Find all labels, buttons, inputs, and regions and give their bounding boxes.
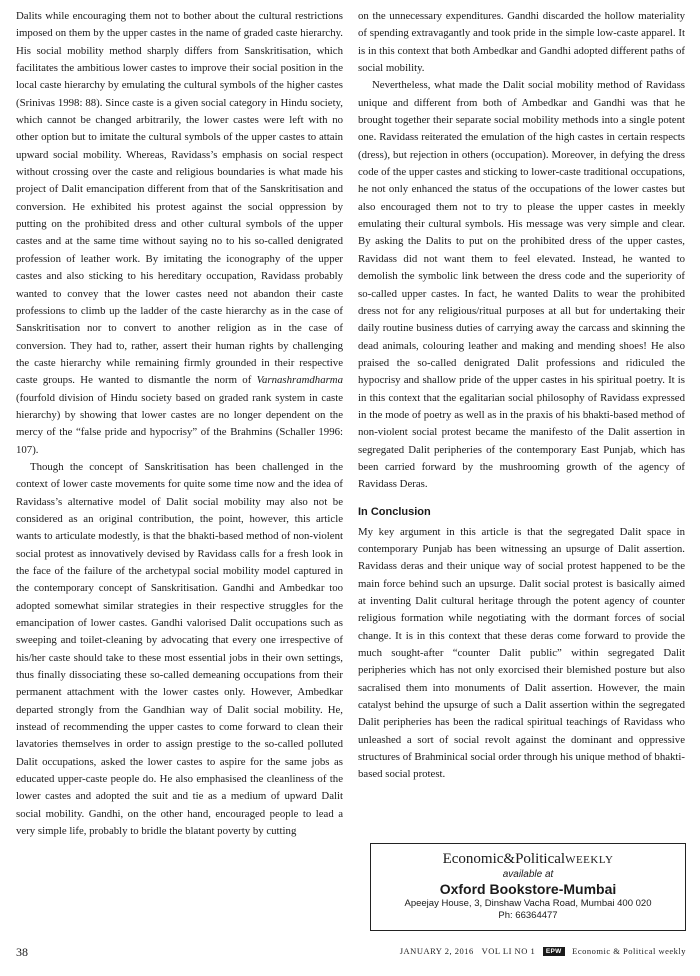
page-number: 38 xyxy=(16,945,28,959)
footer-volume: VOL LI NO 1 xyxy=(481,946,536,956)
epw-logo: EPW xyxy=(543,947,565,956)
ad-address: Apeejay House, 3, Dinshaw Vacha Road, Mumbai 400 020 xyxy=(404,898,652,909)
varnashramdharma-term: Varnashramdharma xyxy=(256,374,343,387)
bookstore-advertisement xyxy=(370,843,686,931)
left-paragraph-1-end: (fourfold division of Hindu society based on graded rank system in caste hierarchy) by showing that lower castes are no longer dependent on the mercy of the “false pride and hypocrisy” of the Brahmins (Schaller 1996: 107). xyxy=(16,391,343,456)
ad-available-text: available at xyxy=(502,869,554,880)
ad-phone: Ph: 66364477 xyxy=(498,910,558,921)
ad-brand-name xyxy=(371,850,685,868)
footer-date: JANUARY 2, 2016 xyxy=(399,946,474,956)
right-paragraph-1: on the unnecessary expenditures. Gandhi discarded the hollow materiality of spending extravagantly and took pride in the simple low-caste apparel. It is in this context that both Ambedkar and Gandhi adopted different paths of social mobility. xyxy=(358,10,685,75)
left-paragraph-2: Though the concept of Sanskritisation has been challenged in the context of lower caste movements for quite some time now and the idea of Ravidass’s alternative model of Dalit social mobility may also not be considered as an original contribution, the point, however, this article wants to articulate modestly, is that the bhakti-based method of non-violent social protest as innovatively devised by Ravidass calls for a fresh look in the face of the failure of the archetypal social mobility model captured in the contemporary concept of Sanskritisation. Gandhi and Ambedkar too adopted somewhat similar strategies in their respective struggles for the emancipation of lower castes. Gandhi valorised Dalit occupations such as sweeping and toilet-cleaning by advocating that every one irrespective of his/her caste should take to these most essential jobs in their own settings, thus finally dissociating these so-called demeaning occupations from their permanent attachment with the lower castes only. However, Ambedkar departed strongly from the Gandhian way of Dalit social mobility. He, instead of recommending the upper castes to come forward to clean their lavatories themselves in order to assign prestige to the so-called polluted Dalit occupations, asked the lower castes to aspire for the same jobs as educated upper-caste people do. He also emphasised the cleanliness of the lower castes and adopted the suit and tie as a medium of upward Dalit social mobility. Gandhi, on the other hand, encouraged people to lead a very simple life, probably to bridle the blatant poverty by cutting xyxy=(16,460,343,838)
ad-store-name: Oxford Bookstore-Mumbai xyxy=(439,881,617,897)
left-paragraph-1 xyxy=(16,8,343,459)
ad-brand-weekly: weekly xyxy=(565,851,614,867)
left-paragraph-1-text: Dalits while encouraging them not to bother about the cultural restrictions imposed on them by the upper castes in the name of graded caste hierarchy. His social mobility method sharply differs from Sanskritisation, which facilitates the ambitious lower castes to improve their social position in the local caste hierarchy by emulating the cultural symbols of the higher castes (Srinivas 1998: 88). Since caste is a given social category in Hindu society, which cannot be changed arbitrarily, the lower castes were left with no other option but to imitate the cultural symbols of the upper castes to attain upward social mobility. Whereas, Ravidass’s emphasis on social respect without crossing over the caste and religious boundaries is what made his project of Dalit emancipation different from that of the Sanskritisation and conversion. He exhibited his protest against the social oppression by putting on the prohibited dress and other cultural symbols of the upper castes and at the same time without saying no to his so-called denigrated profession of leather work. By imitating the iconography of the upper castes and also sticking to his hereditary occupation, Ravidass probably wanted to convey that the lower castes need not abandon their caste professions to climb up the ladder of the caste hierarchy as in the case of Sanskritisation nor to convert to another religion as in the case of conversion. They had to, rather, assert their human rights by challenging the caste hierarchy while remaining firmly grounded in their respective caste groups. He wanted to dismantle the norm of xyxy=(16,10,343,387)
ad-brand-main: Economic&Political xyxy=(442,851,566,867)
footer-issue-info xyxy=(400,946,686,956)
right-paragraph-2: Nevertheless, what made the Dalit social mobility method of Ravidass unique and different from both of Ambedkar and Gandhi was that he brought together their separate social mobility methods into a single potent one. Ravidass reiterated the emulation of the high castes in certain respects (dress), but rejection in others (occupation). Moreover, in defying the dress code of the upper castes and sticking to lower-caste traditional occupations, he not only enhanced the status of the occupations of the lower castes but also encouraged them not to try to please the upper castes in meekly emulating their cultural symbols. His message was very simple and clear. By asking the Dalits to put on the prohibited dress of the upper castes, Ravidass did not want them to feel elevated. Instead, he wanted to demolish the symbolic link between the dress code and the superiority of so-called upper castes. In fact, he wanted Dalits to wear the prohibited dress not for any religious/ritual purposes at all but for undertaking their daily routine business duties of carrying away the carcass and skinning the dead animals, colouring leather and making and mending shoes! He also praised the so-called denigrated Dalit professions and ridiculed the hypocrisy and shallow pride of the upper castes in his spiritual poetry. It is in this context that the egalitarian social philosophy of Ravidass expressed in the mode of poetry as well as in the praxis of his bhakti-based method of non-violent social protest became the manifesto of the Dalit assertion in segregated Dalit peripheries of the contemporary East Punjab, which has been carried forward by the mushrooming growth of the agency of Ravidass Deras. xyxy=(358,79,685,491)
left-column xyxy=(16,8,343,841)
conclusion-paragraph: My key argument in this article is that the segregated Dalit space in contemporary Punjab has been witnessing an upsurge of Dalit assertion. Ravidass deras and their unique way of social protest happened to be the main force behind such an upsurge. Dalit social protest is basically aimed at inventing Dalit cultural heritage through the potent agency of counter religious formation while negotiating with the dormant forces of social change. It is in this context that these deras come forward to provide the much sought-after “counter Dalit public” within segregated Dalit peripheries which has not only exorcised their blemished posture but also sacralised them into monuments of Dalit assertion. However, the main catalyst behind the upsurge of such a Dalit assertion within the segregated Dalit peripheries has been the radical spiritual teachings of Ravidass who unleashed a sort of social revolt against the dominant and oppressive structures of Brahminical social order through his unique method of bhakti-based social protest. xyxy=(358,525,685,781)
right-column xyxy=(358,8,685,784)
section-heading-conclusion: In Conclusion xyxy=(358,505,431,518)
page-footer xyxy=(16,945,686,959)
footer-journal-name: Economic & Political weekly xyxy=(572,946,686,956)
